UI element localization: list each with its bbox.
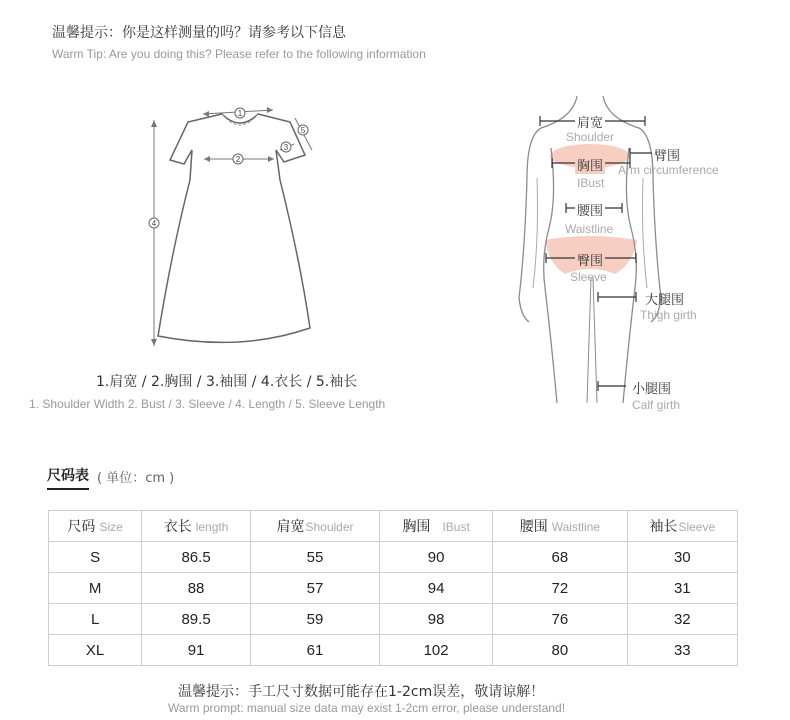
marker-1-label: 1	[237, 109, 243, 118]
shoulder-sublabel: Shoulder	[566, 130, 615, 144]
hip-sublabel: Sleeve	[570, 270, 607, 284]
table-row	[49, 542, 738, 573]
cell-length: 91	[142, 635, 251, 666]
hip-label: 臀围	[575, 250, 605, 269]
footer-chinese: 温馨提示：手工尺寸数据可能存在1-2cm误差，敬请谅解！	[178, 684, 545, 700]
dress-legend-english: 1. Shoulder Width 2. Bust / 3. Sleeve / 4. Length / 5. Sleeve Length	[29, 397, 386, 411]
table-row	[49, 604, 738, 635]
cell-bust: 98	[380, 604, 493, 635]
table-row	[49, 635, 738, 666]
cell-size: S	[49, 542, 142, 573]
cell-waist: 80	[493, 635, 627, 666]
table-header-row	[49, 511, 738, 542]
tip-english: Warm Tip: Are you doing this? Please refer to the following information	[52, 47, 426, 61]
cell-waist: 76	[493, 604, 627, 635]
cell-shoulder: 59	[250, 604, 379, 635]
cell-sleeve: 30	[627, 542, 737, 573]
arm-label: 臂围	[654, 149, 681, 164]
cell-shoulder: 57	[250, 573, 379, 604]
cell-size: XL	[49, 635, 142, 666]
body-measure-lines	[530, 110, 730, 400]
cell-shoulder: 55	[250, 542, 379, 573]
thigh-sublabel: Thigh girth	[640, 308, 697, 322]
cell-bust: 94	[380, 573, 493, 604]
cell-shoulder: 61	[250, 635, 379, 666]
shoulder-label: 肩宽	[575, 112, 605, 131]
cell-bust: 102	[380, 635, 493, 666]
cell-sleeve: 33	[627, 635, 737, 666]
waist-label: 腰围	[575, 200, 605, 219]
tip-chinese: 温馨提示：你是这样测量的吗？请参考以下信息	[52, 25, 346, 41]
cell-size: M	[49, 573, 142, 604]
header-shoulder: 肩宽Shoulder	[250, 511, 379, 542]
calf-sublabel: Calf girth	[632, 398, 681, 412]
size-table	[48, 510, 738, 666]
cell-waist: 72	[493, 573, 627, 604]
table-row	[49, 573, 738, 604]
footer-english: Warm prompt: manual size data may exist 1-2cm error, please understand!	[168, 701, 566, 715]
cell-size: L	[49, 604, 142, 635]
cell-sleeve: 32	[627, 604, 737, 635]
calf-label: 小腿围	[632, 382, 672, 397]
bust-sublabel: IBust	[577, 176, 605, 190]
thigh-label: 大腿围	[645, 293, 685, 308]
cell-waist: 68	[493, 542, 627, 573]
marker-5-label: 5	[300, 126, 306, 135]
marker-4-label: 4	[151, 219, 157, 228]
marker-2-label: 2	[235, 155, 241, 164]
header-size: 尺码 Size	[49, 511, 142, 542]
cell-length: 88	[142, 573, 251, 604]
header-length: 衣长 length	[142, 511, 251, 542]
dress-measurement-diagram	[140, 100, 330, 355]
header-bust: 胸围 IBust	[380, 511, 493, 542]
bust-label: 胸围	[575, 155, 605, 174]
size-chart-title: 尺码表	[47, 465, 89, 490]
cell-length: 86.5	[142, 542, 251, 573]
cell-bust: 90	[380, 542, 493, 573]
size-chart-unit: ( 单位：cm )	[97, 471, 175, 486]
header-waist: 腰围 Waistline	[493, 511, 627, 542]
header-sleeve: 袖长Sleeve	[627, 511, 737, 542]
dress-legend-chinese: 1.肩宽 / 2.胸围 / 3.袖围 / 4.衣长 / 5.袖长	[96, 374, 358, 390]
cell-sleeve: 31	[627, 573, 737, 604]
cell-length: 89.5	[142, 604, 251, 635]
waist-sublabel: Waistline	[565, 222, 614, 236]
marker-3-label: 3	[283, 143, 289, 152]
arm-sublabel: Arm circumference	[618, 163, 719, 177]
